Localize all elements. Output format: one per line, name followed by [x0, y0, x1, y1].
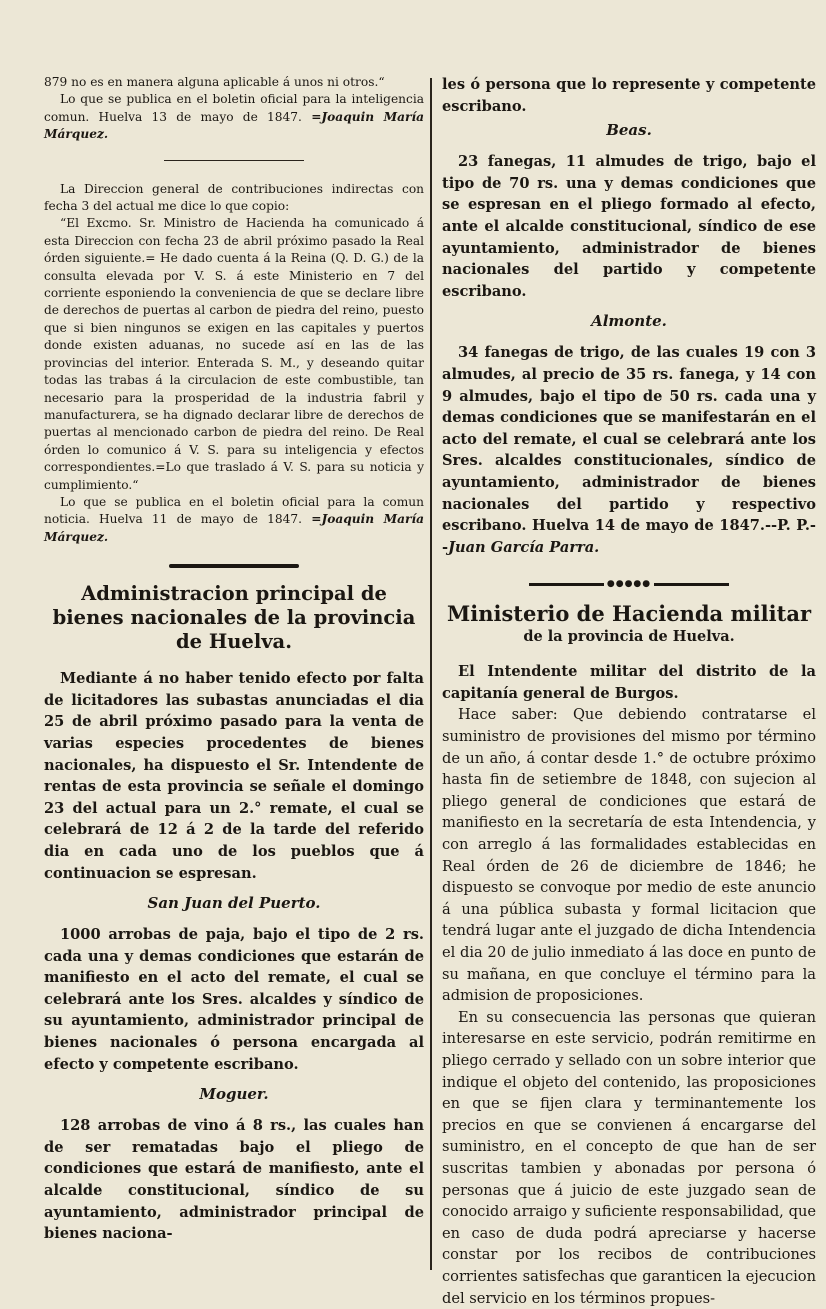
right-column	[442, 74, 816, 1307]
right-paragraph-3-signature: Juan García Parra.	[448, 538, 600, 556]
left-paragraph-6: Mediante á no haber tenido efecto por falta de licitadores las subastas anunciadas el dia 25 de abril próximo pasado para la venta de varias especies procedentes de bienes nacionales, ha dispuesto el Sr. Intendente de rentas de esta provincia se señale el domingo 23 del actual para un 2.° remate, el cual se celebrará de 12 á 2 de la tarde del referido dia en cada uno de los pueblos que á continuacion se espresan.	[44, 670, 424, 882]
right-paragraph-3-text: 34 fanegas de trigo, de las cuales 19 con 3 almudes, al precio de 35 rs. fanega, y 14 con 9 almudes, bajo el tipo de 50 rs. cada una y demas condiciones que se manifestarán en el acto del remate, el cual se celebrará ante los Sres. alcaldes constitucionales, síndico de ayuntamiento, administrador de bienes nacionales del partido y respectivo escribano. Huelva 14 de mayo de 1847.--P. P.--	[442, 344, 816, 556]
left-paragraph-5	[44, 494, 424, 546]
left-place-moguer: Moguer.	[199, 1085, 269, 1104]
left-paragraph-1: 879 no es en manera alguna aplicable á unos ni otros.“	[44, 75, 385, 89]
left-paragraph-2	[44, 91, 424, 143]
left-place-san-juan: San Juan del Puerto.	[147, 894, 321, 913]
left-paragraph-3: La Direccion general de contribuciones indirectas con fecha 3 del actual me dice lo que copio:	[44, 181, 424, 214]
right-ornament-separator: ●●●●●	[529, 580, 729, 589]
left-paragraph-7: 1000 arrobas de paja, bajo el tipo de 2 rs. cada una y demas condiciones que estarán de manifiesto en el acto del remate, el cual se celebrará ante los Sres. alcaldes y síndico de su ayuntamiento, administrador principal de bienes nacionales ó persona encargada al efecto y competente escribano.	[44, 926, 424, 1073]
right-section-heading: Ministerio de Hacienda militar	[446, 601, 812, 627]
left-paragraph-8: 128 arrobas de vino á 8 rs., las cuales han de ser rematadas bajo el pliego de condiciones que estará de manifiesto, ante el alcalde constitucional, síndico de su ayuntamiento, administrador principal de bienes naciona-	[44, 1117, 424, 1243]
left-separator-2	[169, 564, 299, 568]
left-paragraph-5-signature: =Joaquin María Márquez.	[44, 512, 424, 544]
right-paragraph-4: El Intendente militar del distrito de la capitanía general de Burgos.	[442, 663, 816, 702]
right-place-beas: Beas.	[606, 121, 652, 140]
right-section-subheading: de la provincia de Huelva.	[523, 628, 735, 646]
right-paragraph-2: 23 fanegas, 11 almudes de trigo, bajo el tipo de 70 rs. una y demas condiciones que se espresan en el pliego formado al efecto, ante el alcalde constitucional, síndico de ese ayuntamiento, administrador de bienes nacionales del partido y competente escribano.	[442, 153, 816, 300]
right-paragraph-5: Hace saber: Que debiendo contratarse el suministro de provisiones del mismo por término de un año, á contar desde 1.° de octubre próximo hasta fin de setiembre de 1848, con sujecion al pliego general de condiciones que estará de manifiesto en la secretaría de esta Intendencia, y con arreglo á las formalidades establecidas en Real órden de 26 de diciembre de 1846; he dispuesto se convoque por medio de este anuncio á una pública subasta y formal licitacion que tendrá lugar ante el juzgado de dicha Intendencia el dia 20 de julio inmediato á las doce en punto de su mañana, en que concluye el término para la admision de proposiciones.	[442, 706, 816, 1005]
column-divider	[430, 78, 432, 1270]
left-paragraph-2-signature: =Joaquin María Márquez.	[44, 109, 425, 142]
left-paragraph-4: “El Excmo. Sr. Ministro de Hacienda ha comunicado á esta Direccion con fecha 23 de abril próximo pasado la Real órden siguiente.= He dado cuenta á la Reina (Q. D. G.) de la consulta elevada por V. S. á este Ministerio en 7 del corriente esponiendo la conveniencia de que se declare libre de derechos de puertas al carbon de piedra del reino, puesto que si bien ningunos se exigen en las capitales y puertos donde existen aduanas, no sucede así en las de las provincias del interior. Enterada S. M., y deseando quitar todas las trabas á la circulacion de este combustible, tan necesario para la prosperidad de la industria fabril y manufacturera, se ha dignado declarar libre de derechos de puertas al mencionado carbon de piedra del reino. De Real órden lo comunico á V. S. para su inteligencia y efectos correspondientes.=Lo que traslado á V. S. para su noticia y cumplimiento.“	[44, 216, 424, 492]
right-paragraph-6: En su consecuencia las personas que quieran interesarse en este servicio, podrán remitirme en pliego cerrado y sellado con un sobre interior que indique el objeto del contenido, las proposiciones en que se fijen clara y terminantemente los precios en que se convienen á encargarse del suministro, en el concepto de que han de ser suscritas tambien y abonadas por persona ó personas que á juicio de este juzgado sean de conocido arraigo y suficiente responsabilidad, que en caso de duda podrá apreciarse y hacerse constar por los recibos de contribuciones corrientes satisfechas que garanticen la ejecucion del servicio en los términos propues-	[442, 1008, 816, 1307]
left-column	[44, 74, 424, 1272]
right-paragraph-3	[442, 342, 816, 558]
left-paragraph-2-text: Lo que se publica en el boletin oficial para la inteligencia comun. Huelva 13 de mayo de 1847.	[44, 92, 424, 124]
left-section-heading: Administracion principal de bienes nacionales de la provincia de Huelva.	[52, 582, 416, 654]
left-paragraph-5-text: Lo que se publica en el boletin oficial para la comun noticia. Huelva 11 de mayo de 1847.	[44, 494, 424, 527]
left-separator-1	[164, 160, 304, 161]
right-paragraph-1: les ó persona que lo represente y competente escribano.	[442, 76, 816, 115]
right-place-almonte: Almonte.	[591, 312, 667, 331]
